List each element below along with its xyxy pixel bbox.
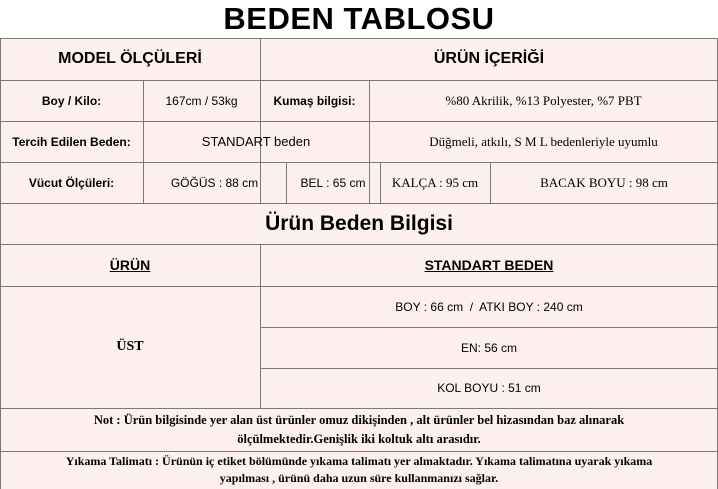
ust-item: ÜST xyxy=(116,339,144,354)
yikama-line-2: yapılması , ürünü daha uzun süre kullanmanızı sağlar. xyxy=(219,471,499,485)
not-line-1: Not : Ürün bilgisinde yer alan üst ürünler omuz dikişinden , alt ürünler bel hizasından baz alınarak xyxy=(93,412,625,427)
urun-icerigi-header: ÜRÜN İÇERİĞİ xyxy=(433,50,545,67)
boy-kilo-label: Boy / Kilo: xyxy=(41,93,102,108)
tercih-label: Tercih Edilen Beden: xyxy=(12,134,131,149)
page-title: BEDEN TABLOSU xyxy=(0,0,718,38)
not-text xyxy=(0,408,718,451)
kol-value: KOL BOYU : 51 cm xyxy=(437,381,541,395)
yikama-line-1: Yıkama Talimatı : Ürünün iç etiket bölümünde yıkama talimatı yer almaktadır. Yıkama talimatına uyarak yıkama xyxy=(65,454,653,468)
tercih-value: STANDART beden xyxy=(201,134,311,149)
urun-detay: Düğmeli, atkılı, S M L bedenleriyle uyumlu xyxy=(429,133,658,149)
boy-atki-value: BOY : 66 cm / ATKI BOY : 240 cm xyxy=(395,299,583,314)
yikama-text xyxy=(0,451,718,489)
vucut-label: Vücut Ölçüleri: xyxy=(28,175,115,190)
kumas-value: %80 Akrilik, %13 Polyester, %7 PBT xyxy=(445,92,642,108)
kalca-value: KALÇA : 95 cm xyxy=(391,174,479,190)
model-olculeri-header: MODEL ÖLÇÜLERİ xyxy=(58,50,202,67)
gogus-value: GÖĞÜS : 88 cm xyxy=(170,175,259,190)
boy-kilo-value: 167cm / 53kg xyxy=(165,93,238,108)
beden-bilgisi-title: Ürün Beden Bilgisi xyxy=(265,211,453,235)
en-value: EN: 56 cm xyxy=(460,340,517,355)
kumas-label: Kumaş bilgisi: xyxy=(273,93,356,108)
standart-beden-col-header: STANDART BEDEN xyxy=(424,257,554,273)
bacak-value: BACAK BOYU : 98 cm xyxy=(540,174,668,190)
urun-col-header: ÜRÜN xyxy=(109,257,151,273)
not-line-2: ölçülmektedir.Genişlik iki koltuk altı arasıdır. xyxy=(237,431,481,446)
bel-value: BEL : 65 cm xyxy=(300,175,366,190)
